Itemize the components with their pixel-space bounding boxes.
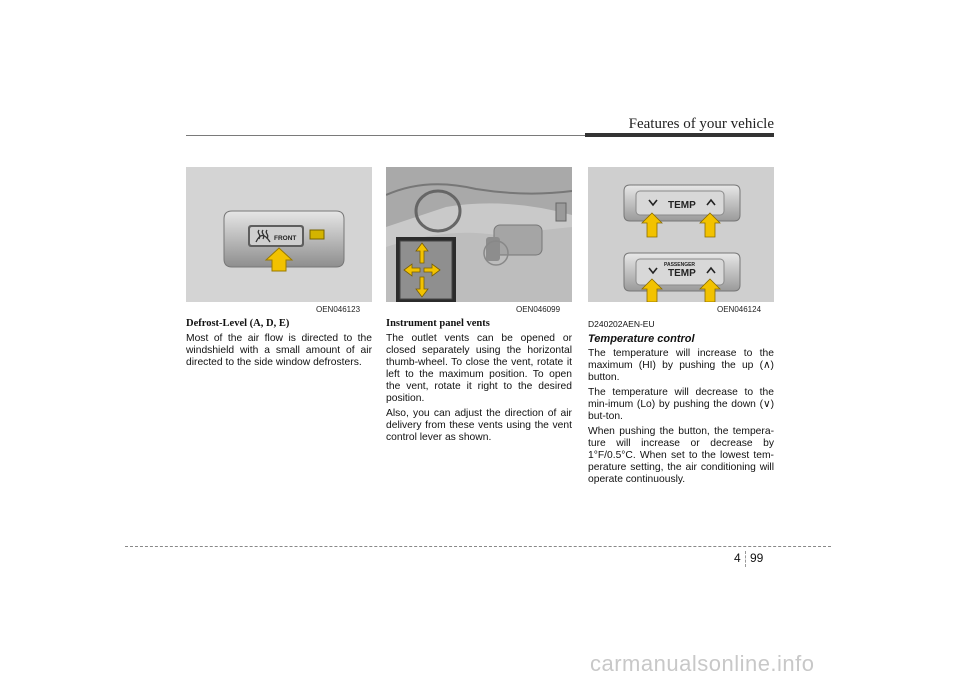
front-label: FRONT	[274, 235, 297, 242]
paragraph: The temperature will increase to the maximum (HI) by pushing the up (∧) button.	[588, 348, 774, 383]
figure-code-3: OEN046124	[717, 305, 762, 314]
paragraph: When pushing the button, the tempera-ture will increase or decrease by 1°F/0.5°C. When set to the lowest tem-perature setting, the air conditioning will operate continuously.	[588, 426, 774, 485]
section-heading: Defrost-Level (A, D, E)	[186, 318, 290, 329]
column-defrost	[186, 318, 372, 372]
page-chapter: 4	[734, 551, 741, 565]
section-code: D240202AEN-EU	[588, 319, 655, 329]
page-number: 99	[750, 551, 764, 565]
paragraph: The temperature will decrease to the min-imum (Lo) by pushing the down (∨) but-ton.	[588, 387, 774, 422]
figure-code-2: OEN046099	[516, 305, 561, 314]
figure-code-1: OEN046123	[316, 305, 361, 314]
figure-temp-control	[588, 167, 774, 302]
paragraph: The outlet vents can be opened or closed separately using the horizontal thumb-wheel. To close the vent, rotate it left to the maximum position. To open the vent, rotate it right to the desired position.	[386, 333, 572, 404]
page-separator	[745, 551, 746, 567]
section-heading: Temperature control	[588, 333, 695, 345]
paragraph: Most of the air flow is directed to the windshield with a small amount of air directed to the side window defrosters.	[186, 333, 372, 368]
figure-panel-vents	[386, 167, 572, 302]
temp-label: TEMP	[668, 200, 696, 211]
passenger-temp-label: TEMP	[668, 268, 696, 279]
column-temperature	[588, 318, 774, 489]
passenger-label: PASSENGER	[664, 262, 696, 268]
page-header-title: Features of your vehicle	[628, 116, 774, 132]
section-heading: Instrument panel vents	[386, 318, 490, 329]
column-vents	[386, 318, 572, 447]
watermark: carmanualsonline.info	[590, 651, 815, 676]
figure-defrost-button	[186, 167, 372, 302]
header-bar	[585, 133, 774, 137]
paragraph: Also, you can adjust the direction of air delivery from these vents using the vent control lever as shown.	[386, 408, 572, 443]
footer-rule	[125, 546, 831, 547]
